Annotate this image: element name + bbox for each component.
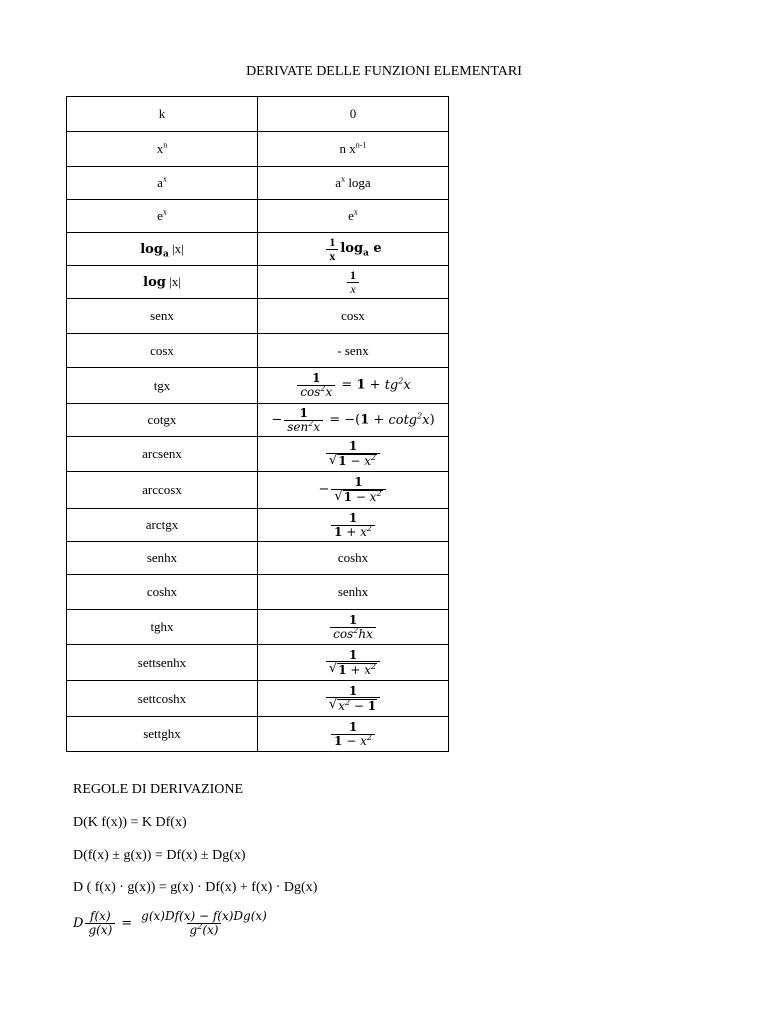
rule-quotient: D $\frac{f(x)}{g(x)}$ = $\frac{g(x)Df(x) - f(x)Dg(x)}{g^2(x)}$ — [73, 909, 267, 937]
function-cell: settcoshx — [67, 681, 258, 717]
table-row — [67, 299, 449, 334]
table-row — [67, 472, 449, 509]
derivative-cell: 1 √ $x^2 - 1$ — [258, 681, 449, 717]
derivative-cell: 0 — [258, 97, 449, 132]
function-cell: senx — [67, 299, 258, 334]
table-row — [67, 97, 449, 132]
function-cell: arctgx — [67, 509, 258, 542]
page-title: DERIVATE DELLE FUNZIONI ELEMENTARI — [246, 64, 522, 79]
function-cell: $e^x$ — [67, 200, 258, 233]
function-cell: $\log_a |x|$ — [67, 233, 258, 266]
function-cell: cotgx — [67, 404, 258, 437]
table-row — [67, 404, 449, 437]
function-cell: tghx — [67, 610, 258, 645]
table-row — [67, 132, 449, 167]
table-row — [67, 509, 449, 542]
table-row — [67, 610, 449, 645]
rule-product: D ( f(x) · g(x)) = g(x) · Df(x) + f(x) · Dg(x) — [73, 880, 318, 895]
derivative-cell: $e^x$ — [258, 200, 449, 233]
function-cell: settghx — [67, 717, 258, 752]
rule-constant: D(K f(x)) = K Df(x) — [73, 815, 187, 830]
function-cell: coshx — [67, 575, 258, 610]
derivative-cell: − $\frac{1}{sen^2x}$ = −(1 + cotg$^2$x) — [258, 404, 449, 437]
derivative-cell: - senx — [258, 334, 449, 368]
derivative-cell: $\frac{1}{x}$ — [258, 266, 449, 299]
table-row — [67, 233, 449, 266]
table-row — [67, 681, 449, 717]
derivatives-table — [66, 96, 449, 752]
table-row — [67, 266, 449, 299]
function-cell: arcsenx — [67, 437, 258, 472]
derivative-cell: coshx — [258, 542, 449, 575]
function-cell: cosx — [67, 334, 258, 368]
table-row — [67, 575, 449, 610]
derivative-cell: cosx — [258, 299, 449, 334]
derivative-cell: $\frac{1}{x}$ $\log_a e$ — [258, 233, 449, 266]
derivative-cell: 1 √ $1 + x^2$ — [258, 645, 449, 681]
table-row — [67, 200, 449, 233]
function-cell: senhx — [67, 542, 258, 575]
derivative-cell: $a^x$ loga — [258, 167, 449, 200]
function-cell: k — [67, 97, 258, 132]
table-row — [67, 368, 449, 404]
derivative-cell: $\frac{1}{\cos^2x}$ = $1 + tg^2x$ — [258, 368, 449, 404]
derivative-cell: 1 √ $1 - x^2$ — [258, 437, 449, 472]
function-cell: $x^n$ — [67, 132, 258, 167]
table-row — [67, 334, 449, 368]
table-row — [67, 645, 449, 681]
function-cell: settsenhx — [67, 645, 258, 681]
derivative-cell: senhx — [258, 575, 449, 610]
function-cell: tgx — [67, 368, 258, 404]
table-row — [67, 167, 449, 200]
table-row — [67, 717, 449, 752]
rules-title: REGOLE DI DERIVAZIONE — [73, 782, 244, 797]
derivative-cell: − 1 √ $1 - x^2$ — [258, 472, 449, 509]
derivative-cell: $\frac{1}{1 - x^2}$ — [258, 717, 449, 752]
derivative-cell: $\frac{1}{\cos^2hx}$ — [258, 610, 449, 645]
derivative-cell: n $x^{n-1}$ — [258, 132, 449, 167]
function-cell: log |x| — [67, 266, 258, 299]
table-row — [67, 437, 449, 472]
table-row — [67, 542, 449, 575]
function-cell: $a^x$ — [67, 167, 258, 200]
derivative-cell: $\frac{1}{1 + x^2}$ — [258, 509, 449, 542]
rule-sum: D(f(x) ± g(x)) = Df(x) ± Dg(x) — [73, 848, 246, 863]
function-cell: arccosx — [67, 472, 258, 509]
